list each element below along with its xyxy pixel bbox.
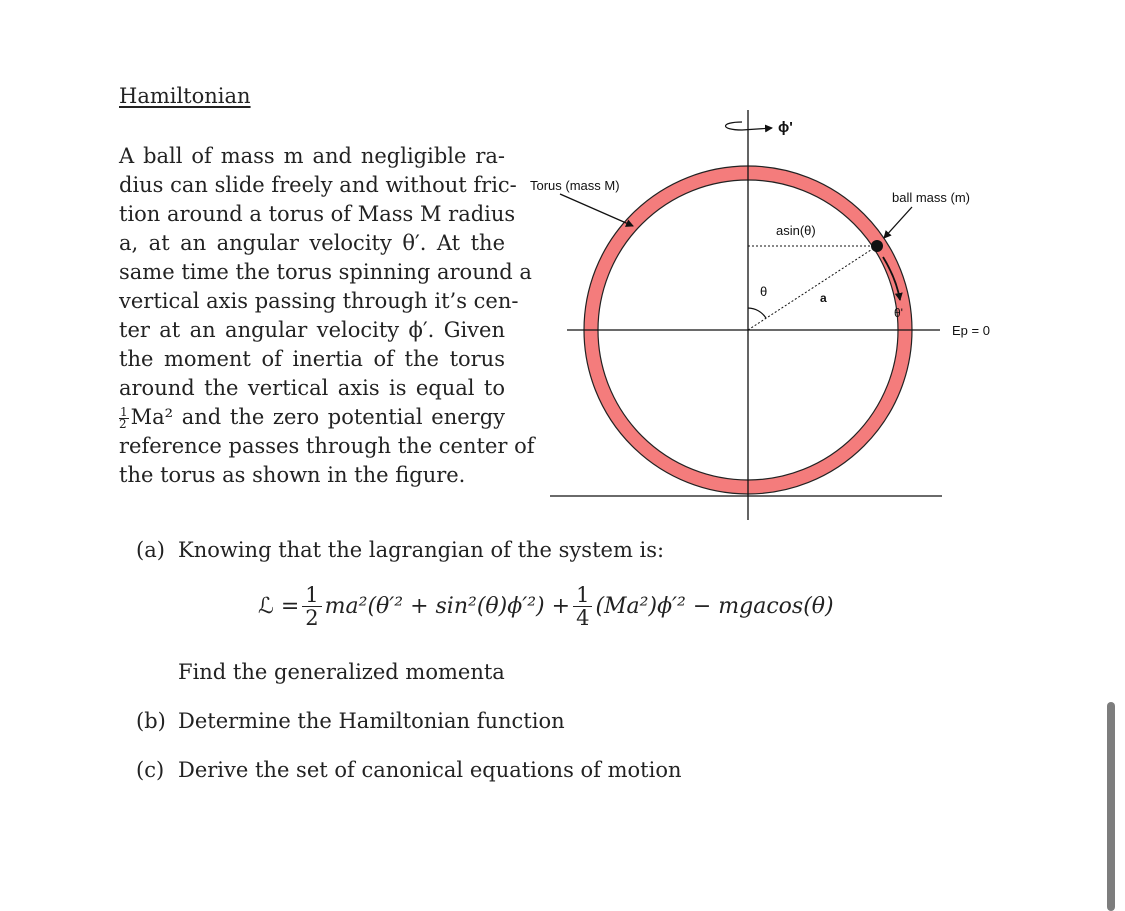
question-b — [136, 709, 565, 733]
radius-dotted-line — [748, 246, 877, 330]
theta-prime-label: θ' — [894, 306, 903, 320]
equation-term1: ma²(θ′² + sin²(θ)ϕ′²) + — [324, 594, 571, 619]
question-c-text: Derive the set of canonical equations of motion — [178, 758, 682, 782]
question-b-text: Determine the Hamiltonian function — [178, 709, 565, 733]
half-fraction — [119, 407, 129, 430]
asin-label: asin(θ) — [776, 223, 816, 238]
frac1-den: 2 — [305, 606, 319, 630]
ball-pointer — [884, 207, 912, 238]
paragraph-line-text: Ma² and the zero potential energy — [130, 405, 505, 429]
paragraph-line: same time the torus spinning around a — [119, 260, 532, 284]
question-a-followup: Find the generalized momenta — [178, 660, 505, 684]
section-heading: Hamiltonian — [119, 84, 251, 108]
equation-lhs: ℒ = — [258, 594, 300, 619]
radius-a-label: a — [820, 291, 827, 305]
question-b-label: (b) — [136, 709, 166, 733]
paragraph-line: vertical axis passing through it’s cen- — [119, 289, 519, 313]
frac2-num: 1 — [573, 584, 592, 607]
paragraph-line: reference passes through the center of — [119, 434, 535, 458]
paragraph-line: A ball of mass m and negligible ra- — [119, 144, 505, 168]
lagrangian-equation — [258, 584, 834, 629]
question-a-label: (a) — [136, 538, 165, 562]
phi-prime-label: ϕ' — [778, 119, 793, 136]
paragraph-line: dius can slide freely and without fric- — [119, 173, 517, 197]
question-a-text: Knowing that the lagrangian of the system is: — [178, 538, 665, 562]
frac-num: 1 — [120, 405, 128, 419]
paragraph-line: ter at an angular velocity ϕ′. Given — [119, 318, 505, 342]
theta-arc — [748, 308, 766, 318]
paragraph-line: the torus as shown in the figure. — [119, 463, 466, 487]
equation-fraction-half — [302, 584, 321, 629]
rotation-arrow-icon — [726, 122, 773, 130]
problem-paragraph — [119, 142, 535, 490]
equation-term2: (Ma²)ϕ′² − mgacos(θ) — [595, 594, 834, 619]
paragraph-line: the moment of inertia of the torus — [119, 347, 505, 371]
equation-fraction-quarter — [573, 584, 592, 629]
paragraph-line: tion around a torus of Mass M radius — [119, 202, 516, 226]
torus-label: Torus (mass M) — [530, 178, 620, 193]
theta-label: θ — [760, 284, 768, 299]
paragraph-line: around the vertical axis is equal to — [119, 376, 505, 400]
frac1-num: 1 — [302, 584, 321, 607]
question-c-label: (c) — [136, 758, 165, 782]
question-a — [136, 538, 664, 562]
ball-label: ball mass (m) — [892, 190, 971, 205]
scrollbar-thumb[interactable] — [1107, 702, 1115, 911]
potential-energy-label: Ep = 0 — [952, 323, 990, 338]
paragraph-line-with-fraction — [119, 403, 505, 432]
paragraph-line: a, at an angular velocity θ′. At the — [119, 231, 505, 255]
torus-pointer — [560, 194, 633, 226]
frac2-den: 4 — [576, 606, 590, 630]
question-c — [136, 758, 682, 782]
frac-den: 2 — [119, 417, 127, 431]
torus-figure — [520, 100, 1000, 525]
